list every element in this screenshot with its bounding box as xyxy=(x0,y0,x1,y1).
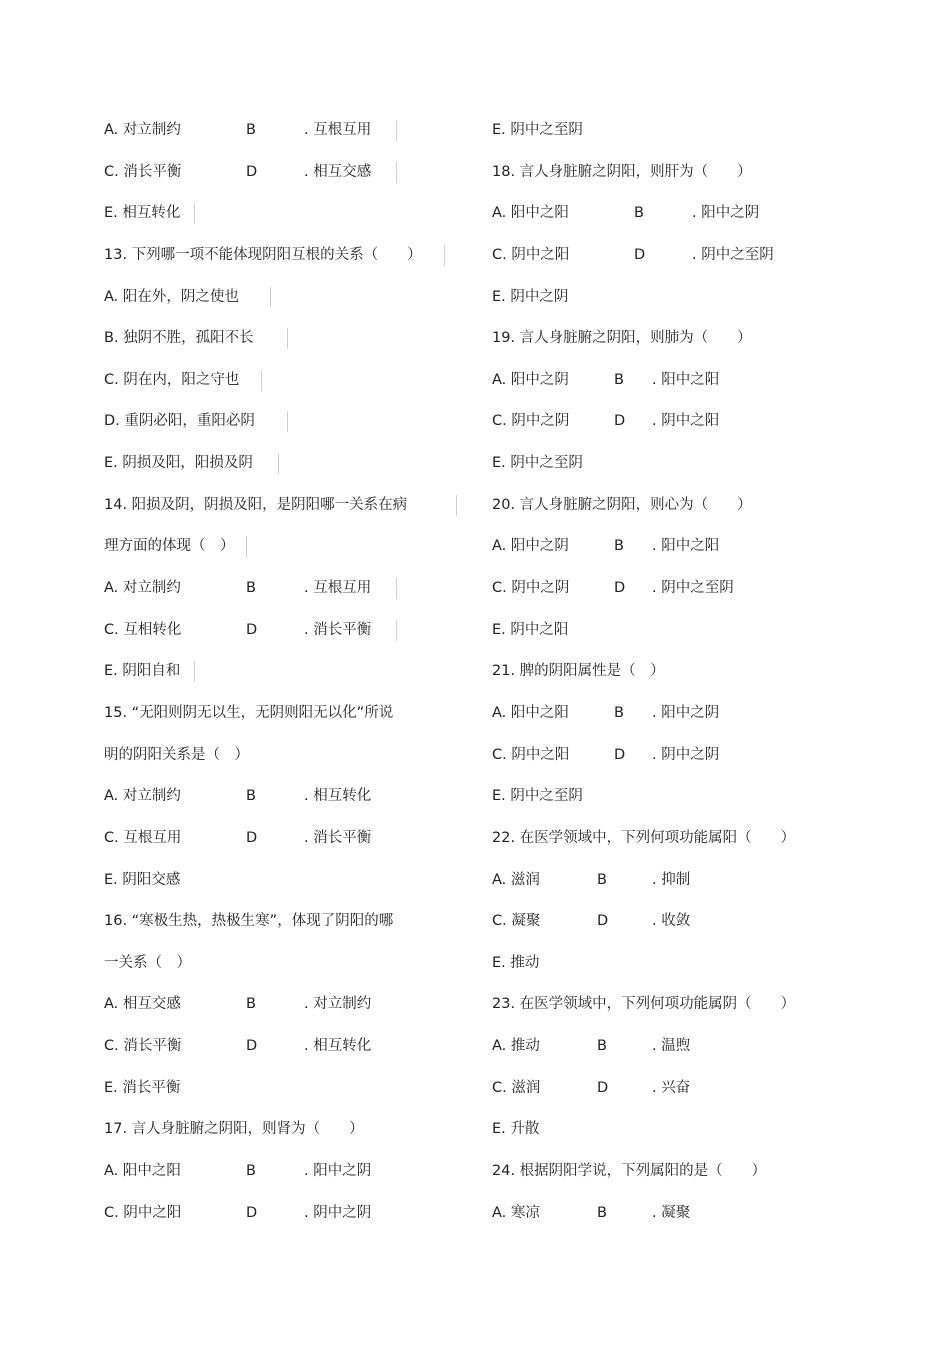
question-line xyxy=(492,943,892,985)
line-text: 21. 脾的阴阳属性是（ ） xyxy=(492,663,665,680)
option-first: C. 互相转化 xyxy=(104,621,182,638)
faint-rule-line xyxy=(287,328,288,349)
answer-options-row xyxy=(492,860,892,902)
question-line xyxy=(492,776,892,818)
question-line xyxy=(104,485,474,527)
option-first: A. 阳中之阴 xyxy=(492,538,569,555)
option-letter: B xyxy=(614,371,624,388)
question-line xyxy=(104,1109,474,1151)
question-line xyxy=(104,193,474,235)
faint-rule-line xyxy=(194,661,195,682)
line-text: A. 阳在外，阴之使也 xyxy=(104,288,239,305)
option-letter: B xyxy=(246,580,256,597)
answer-options-row xyxy=(492,1193,892,1235)
line-text: 明的阴阳关系是（ ） xyxy=(104,746,249,763)
question-line xyxy=(104,735,474,777)
line-text: E. 阴中之阳 xyxy=(492,621,569,638)
option-letter: D xyxy=(614,580,626,597)
faint-rule-line xyxy=(261,370,262,391)
line-text: B. 独阴不胜，孤阳不长 xyxy=(104,330,254,347)
faint-rule-line xyxy=(278,453,279,474)
option-letter: B xyxy=(246,996,256,1013)
line-text: E. 阴中之至阴 xyxy=(492,122,583,138)
question-line xyxy=(104,526,474,568)
option-second: . 阳中之阴 xyxy=(652,704,720,721)
question-line xyxy=(492,110,892,152)
option-first: A. 对立制约 xyxy=(104,788,181,805)
answer-options-row xyxy=(492,360,892,402)
option-second: . 温煦 xyxy=(652,1038,691,1055)
question-line xyxy=(492,485,892,527)
line-text: E. 阴损及阳，阳损及阴 xyxy=(104,455,253,472)
option-second: . 互根互用 xyxy=(304,580,372,597)
faint-rule-line xyxy=(396,620,397,641)
faint-rule-line xyxy=(287,411,288,432)
option-letter: D xyxy=(246,621,258,638)
answer-options-row xyxy=(492,401,892,443)
option-second: . 阴中之阴 xyxy=(652,746,720,763)
option-second: . 相互转化 xyxy=(304,1038,372,1055)
line-text: 17. 言人身脏腑之阴阳，则肾为（ ） xyxy=(104,1121,364,1138)
line-text: E. 阴阳交感 xyxy=(104,871,181,888)
line-text: E. 升散 xyxy=(492,1121,540,1138)
option-first: A. 对立制约 xyxy=(104,580,181,597)
option-second: . 阴中之至阴 xyxy=(692,246,774,263)
option-second: . 相互交感 xyxy=(304,163,372,180)
line-text: D. 重阴必阳，重阳必阴 xyxy=(104,413,255,430)
option-letter: B xyxy=(634,205,644,222)
line-text: 19. 言人身脏腑之阴阳，则肺为（ ） xyxy=(492,330,752,347)
faint-rule-line xyxy=(396,162,397,183)
faint-rule-line xyxy=(246,536,247,557)
line-text: 一关系（ ） xyxy=(104,954,191,971)
answer-options-row xyxy=(492,901,892,943)
answer-options-row xyxy=(492,235,892,277)
question-line xyxy=(492,651,892,693)
option-first: C. 阴中之阴 xyxy=(492,580,570,597)
faint-rule-line xyxy=(270,287,271,308)
option-second: . 阳中之阳 xyxy=(652,538,720,555)
option-letter: D xyxy=(614,413,626,430)
option-second: . 阳中之阳 xyxy=(652,371,720,388)
question-line xyxy=(492,152,892,194)
answer-options-row xyxy=(492,526,892,568)
question-line xyxy=(492,443,892,485)
question-line xyxy=(104,1068,474,1110)
option-second: . 消长平衡 xyxy=(304,829,372,846)
line-text: E. 推动 xyxy=(492,954,540,971)
option-first: A. 阳中之阳 xyxy=(492,704,569,721)
question-line xyxy=(492,277,892,319)
option-second: . 消长平衡 xyxy=(304,621,372,638)
option-first: C. 阴中之阴 xyxy=(492,413,570,430)
option-second: . 互根互用 xyxy=(304,122,372,138)
answer-options-row xyxy=(104,1193,474,1235)
left-column xyxy=(104,110,474,1234)
line-text: C. 阴在内，阳之守也 xyxy=(104,371,240,388)
faint-rule-line xyxy=(194,203,195,224)
option-first: C. 阴中之阳 xyxy=(492,746,570,763)
question-line xyxy=(104,277,474,319)
question-line xyxy=(104,401,474,443)
option-second: . 抑制 xyxy=(652,871,691,888)
option-letter: D xyxy=(614,746,626,763)
answer-options-row xyxy=(492,735,892,777)
option-first: A. 滋润 xyxy=(492,871,540,888)
question-line xyxy=(104,360,474,402)
line-text: 22. 在医学领域中，下列何项功能属阳（ ） xyxy=(492,829,796,846)
answer-options-row xyxy=(104,776,474,818)
line-text: E. 阴阳自和 xyxy=(104,663,181,680)
answer-options-row xyxy=(104,110,474,152)
faint-rule-line xyxy=(456,495,457,516)
answer-options-row xyxy=(492,193,892,235)
option-second: . 阴中之阴 xyxy=(304,1204,372,1221)
option-letter: B xyxy=(597,1038,607,1055)
option-letter: D xyxy=(246,1038,258,1055)
question-line xyxy=(492,1151,892,1193)
option-first: A. 阳中之阴 xyxy=(492,371,569,388)
faint-rule-line xyxy=(396,120,397,141)
answer-options-row xyxy=(104,818,474,860)
question-line xyxy=(492,610,892,652)
option-first: C. 凝聚 xyxy=(492,913,541,930)
option-second: . 阳中之阴 xyxy=(304,1163,372,1180)
question-line xyxy=(104,318,474,360)
question-line xyxy=(104,901,474,943)
option-first: A. 推动 xyxy=(492,1038,540,1055)
question-line xyxy=(104,693,474,735)
option-letter: D xyxy=(246,1204,258,1221)
line-text: E. 阴中之至阴 xyxy=(492,788,583,805)
option-first: A. 阳中之阳 xyxy=(492,205,569,222)
option-second: . 兴奋 xyxy=(652,1079,691,1096)
answer-options-row xyxy=(104,568,474,610)
option-second: . 收敛 xyxy=(652,913,691,930)
line-text: 23. 在医学领域中，下列何项功能属阴（ ） xyxy=(492,996,796,1013)
option-letter: B xyxy=(597,871,607,888)
option-letter: B xyxy=(614,538,624,555)
option-letter: D xyxy=(634,246,646,263)
line-text: 14. 阳损及阴，阴损及阳，是阴阳哪一关系在病 xyxy=(104,496,408,513)
option-second: . 阳中之阴 xyxy=(692,205,760,222)
answer-options-row xyxy=(104,984,474,1026)
option-first: C. 阴中之阳 xyxy=(492,246,570,263)
line-text: 18. 言人身脏腑之阴阳，则肝为（ ） xyxy=(492,163,752,180)
line-text: 15. “无阳则阴无以生，无阴则阳无以化”所说 xyxy=(104,704,394,721)
question-line xyxy=(492,984,892,1026)
question-line xyxy=(492,318,892,360)
answer-options-row xyxy=(492,1026,892,1068)
option-second: . 阴中之阳 xyxy=(652,413,720,430)
line-text: E. 阴中之阴 xyxy=(492,288,569,305)
option-first: C. 阴中之阳 xyxy=(104,1204,182,1221)
question-line xyxy=(492,818,892,860)
option-first: C. 滋润 xyxy=(492,1079,541,1096)
option-letter: B xyxy=(614,704,624,721)
faint-rule-line xyxy=(444,245,445,266)
option-first: A. 对立制约 xyxy=(104,122,181,138)
answer-options-row xyxy=(104,1026,474,1068)
option-first: C. 消长平衡 xyxy=(104,1038,182,1055)
option-first: A. 阳中之阳 xyxy=(104,1163,181,1180)
line-text: 20. 言人身脏腑之阴阳，则心为（ ） xyxy=(492,496,752,513)
option-letter: D xyxy=(246,163,258,180)
answer-options-row xyxy=(104,1151,474,1193)
option-first: A. 相互交感 xyxy=(104,996,181,1013)
option-letter: B xyxy=(246,122,256,138)
option-first: C. 消长平衡 xyxy=(104,163,182,180)
question-line xyxy=(104,235,474,277)
line-text: 16. “寒极生热，热极生寒”，体现了阴阳的哪 xyxy=(104,913,394,930)
option-first: A. 寒凉 xyxy=(492,1204,540,1221)
question-line xyxy=(104,943,474,985)
line-text: 理方面的体现（ ） xyxy=(104,538,235,555)
option-second: . 阴中之至阴 xyxy=(652,580,734,597)
option-letter: D xyxy=(246,829,258,846)
option-letter: D xyxy=(597,1079,609,1096)
line-text: E. 相互转化 xyxy=(104,205,181,222)
option-second: . 对立制约 xyxy=(304,996,372,1013)
question-line xyxy=(104,651,474,693)
answer-options-row xyxy=(492,693,892,735)
line-text: E. 阴中之至阴 xyxy=(492,455,583,472)
option-letter: D xyxy=(597,913,609,930)
question-line xyxy=(492,1109,892,1151)
question-line xyxy=(104,860,474,902)
answer-options-row xyxy=(104,610,474,652)
answer-options-row xyxy=(492,568,892,610)
option-letter: B xyxy=(246,788,256,805)
option-second: . 相互转化 xyxy=(304,788,372,805)
option-letter: B xyxy=(597,1204,607,1221)
question-line xyxy=(104,443,474,485)
line-text: 13. 下列哪一项不能体现阴阳互根的关系（ ） xyxy=(104,246,422,263)
right-column xyxy=(492,110,892,1234)
option-second: . 凝聚 xyxy=(652,1204,691,1221)
answer-options-row xyxy=(104,152,474,194)
line-text: 24. 根据阴阳学说，下列属阳的是（ ） xyxy=(492,1163,767,1180)
option-letter: B xyxy=(246,1163,256,1180)
line-text: E. 消长平衡 xyxy=(104,1079,181,1096)
faint-rule-line xyxy=(396,578,397,599)
answer-options-row xyxy=(492,1068,892,1110)
option-first: C. 互根互用 xyxy=(104,829,182,846)
